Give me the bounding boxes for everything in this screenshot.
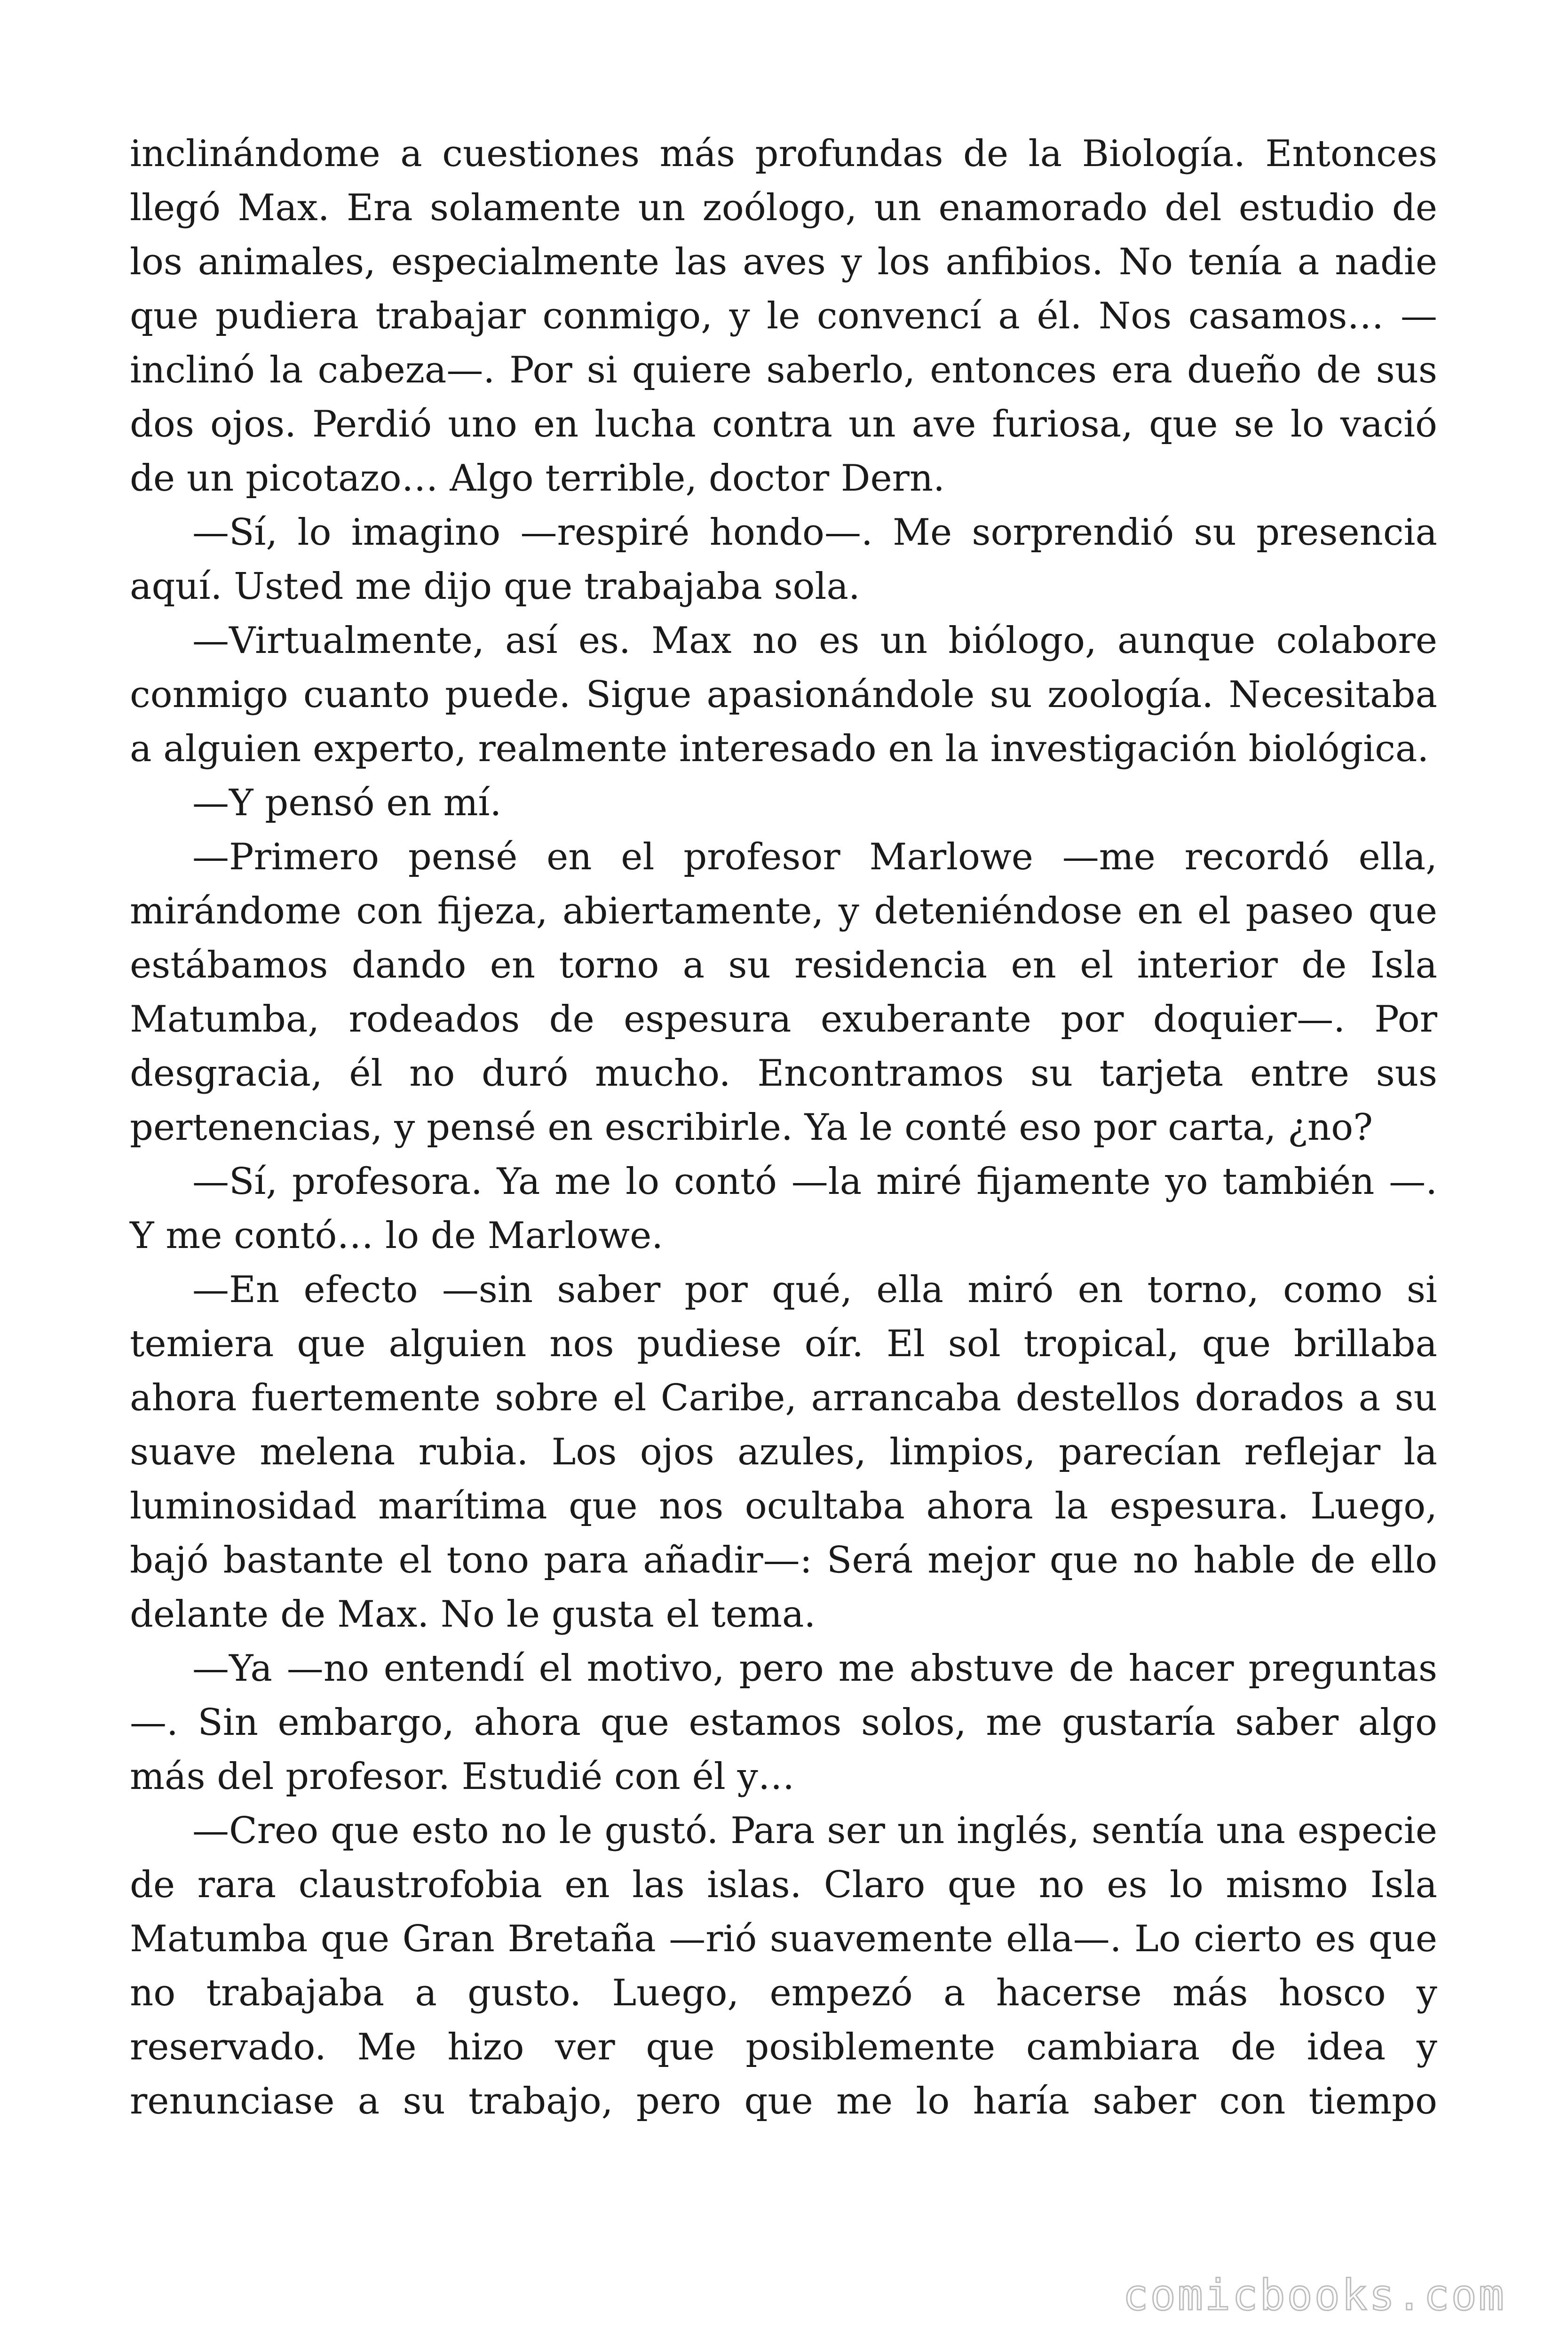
paragraph-2: —Sí, lo imagino —respiré hondo—. Me sorprendió su presencia aquí. Usted me dijo que trabajaba sola. [130, 511, 1437, 608]
paragraph-3: —Virtualmente, así es. Max no es un biólogo, aunque colabore conmigo cuanto puede. Sigue apasionándole su zoología. Necesitaba a alguien experto, realmente interesado en la investigación biológica. [130, 620, 1437, 770]
paragraph-7: —En efecto —sin saber por qué, ella miró en torno, como si temiera que alguien nos pudiese oír. El sol tropical, que brillaba ahora fuertemente sobre el Caribe, arrancaba destellos dorados a su suave melena rubia. Los ojos azules, limpios, parecían reflejar la luminosidad marítima que nos ocultaba ahora la espesura. Luego, bajó bastante el tono para añadir—: Será mejor que no hable de ello delante de Max. No le gusta el tema. [130, 1269, 1437, 1636]
paragraph-1: inclinándome a cuestiones más profundas de la Biología. Entonces llegó Max. Era solamente un zoólogo, un enamorado del estudio de los animales, especialmente las aves y los anfibios. No tenía a nadie que pudiera trabajar conmigo, y le convencí a él. Nos casamos… —inclinó la cabeza—. Por si quiere saberlo, entonces era dueño de sus dos ojos. Perdió uno en lucha contra un ave furiosa, que se lo vació de un picotazo… Algo terrible, doctor Dern. [130, 133, 1437, 500]
paragraph-8: —Ya —no entendí el motivo, pero me abstuve de hacer preguntas—. Sin embargo, ahora que estamos solos, me gustaría saber algo más del profesor. Estudié con él y… [130, 1647, 1437, 1798]
watermark-text: comicbooks.com [1123, 2271, 1506, 2320]
paragraph-9: —Creo que esto no le gustó. Para ser un inglés, sentía una especie de rara claustrofobia en las islas. Claro que no es lo mismo Isla Matumba que Gran Bretaña —rió suavemente ella—. Lo cierto es que no trabajaba a gusto. Luego, empezó a hacerse más hosco y reservado. Me hizo ver que posiblemente cambiara de idea y renunciase a su trabajo, pero que me lo haría saber con tiempo [130, 1810, 1437, 2122]
paragraph-4: —Y pensó en mí. [192, 782, 502, 824]
paragraph-5: —Primero pensé en el profesor Marlowe —me recordó ella, mirándome con fijeza, abiertamente, y deteniéndose en el paseo que estábamos dando en torno a su residencia en el interior de Isla Matumba, rodeados de espesura exuberante por doquier—. Por desgracia, él no duró mucho. Encontramos su tarjeta entre sus pertenencias, y pensé en escribirle. Ya le conté eso por carta, ¿no? [130, 836, 1437, 1149]
book-page-body [130, 127, 1437, 2272]
paragraph-6: —Sí, profesora. Ya me lo contó —la miré fijamente yo también —. Y me contó… lo de Marlowe. [130, 1160, 1437, 1257]
